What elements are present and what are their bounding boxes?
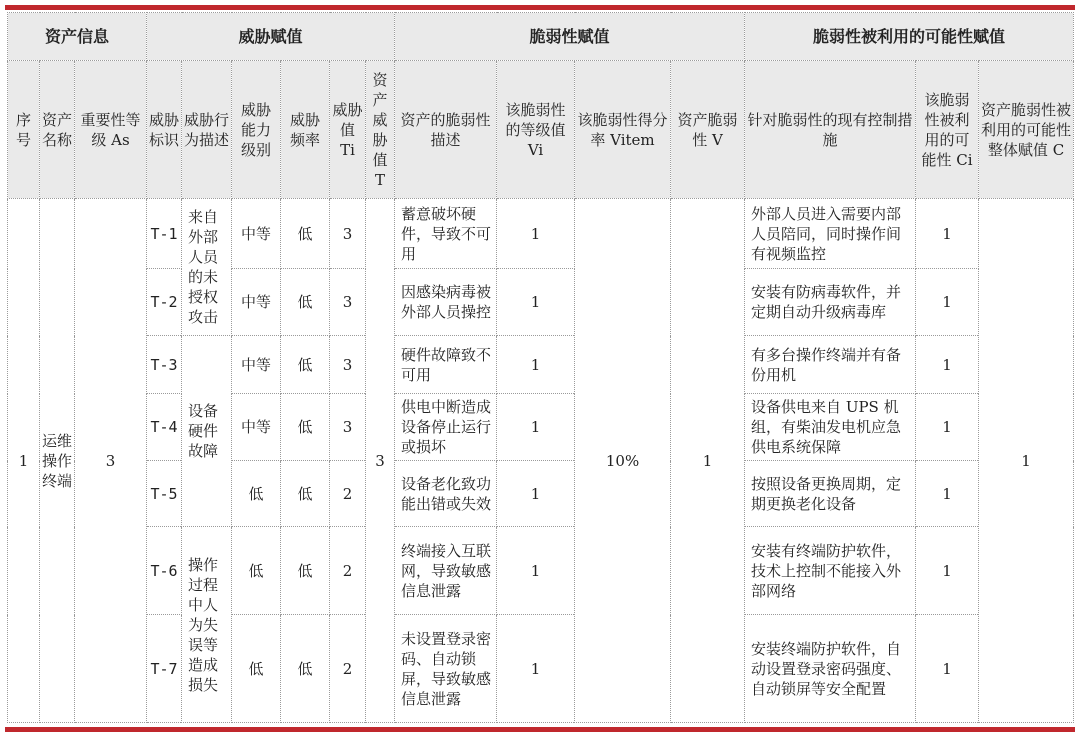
cell-threat-freq: 低 <box>281 394 330 461</box>
cell-threat-value: 3 <box>330 336 366 394</box>
cell-control: 有多台操作终端并有备份用机 <box>745 336 916 394</box>
cell-asset-name: 运维操作终端 <box>40 199 75 723</box>
cell-threat-desc: 设备硬件故障 <box>182 336 232 527</box>
header-asset-vuln: 资产脆弱性 V <box>671 61 745 199</box>
cell-threat-desc: 操作过程中人为失误等造成损失 <box>182 527 232 723</box>
cell-threat-ability: 中等 <box>232 269 281 336</box>
header-asset-name: 资产名称 <box>40 61 75 199</box>
cell-vuln-desc: 供电中断造成设备停止运行或损坏 <box>395 394 497 461</box>
cell-threat-freq: 低 <box>281 527 330 615</box>
cell-threat-id: T-6 <box>147 527 182 615</box>
bottom-red-rule <box>5 727 1075 732</box>
group-asset-info: 资产信息 <box>8 13 147 61</box>
cell-threat-ability: 低 <box>232 527 281 615</box>
header-vuln-desc: 资产的脆弱性描述 <box>395 61 497 199</box>
cell-vuln-level: 1 <box>497 269 575 336</box>
cell-threat-id: T-4 <box>147 394 182 461</box>
header-controls: 针对脆弱性的现有控制措施 <box>745 61 916 199</box>
cell-threat-id: T-2 <box>147 269 182 336</box>
top-red-rule <box>5 5 1075 10</box>
header-seq: 序号 <box>8 61 40 199</box>
cell-vuln-desc: 未设置登录密码、自动锁屏，导致敏感信息泄露 <box>395 615 497 723</box>
cell-vuln-desc: 蓄意破坏硬件，导致不可用 <box>395 199 497 269</box>
cell-vuln-level: 1 <box>497 461 575 527</box>
cell-asset-threat-value: 3 <box>366 199 395 723</box>
risk-assessment-table <box>7 12 1074 723</box>
header-threat-id: 威胁标识 <box>147 61 182 199</box>
cell-vuln-desc: 终端接入互联网，导致敏感信息泄露 <box>395 527 497 615</box>
cell-vuln-level: 1 <box>497 394 575 461</box>
header-ci: 该脆弱性被利用的可能性 Ci <box>916 61 979 199</box>
cell-vuln-score: 10% <box>575 199 671 723</box>
cell-vuln-level: 1 <box>497 199 575 269</box>
cell-threat-freq: 低 <box>281 615 330 723</box>
cell-ci: 1 <box>916 461 979 527</box>
cell-control: 按照设备更换周期，定期更换老化设备 <box>745 461 916 527</box>
header-threat-freq: 威胁频率 <box>281 61 330 199</box>
cell-ci: 1 <box>916 527 979 615</box>
cell-threat-ability: 中等 <box>232 199 281 269</box>
cell-vuln-desc: 设备老化致功能出错或失效 <box>395 461 497 527</box>
header-asset-threat-value: 资产威胁值 T <box>366 61 395 199</box>
group-vulnerability: 脆弱性赋值 <box>395 13 745 61</box>
header-vuln-score: 该脆弱性得分率 Vitem <box>575 61 671 199</box>
header-threat-desc: 威胁行为描述 <box>182 61 232 199</box>
cell-threat-freq: 低 <box>281 199 330 269</box>
cell-threat-value: 3 <box>330 199 366 269</box>
cell-threat-id: T-1 <box>147 199 182 269</box>
cell-threat-ability: 中等 <box>232 394 281 461</box>
cell-threat-id: T-3 <box>147 336 182 394</box>
cell-vuln-level: 1 <box>497 527 575 615</box>
group-likelihood: 脆弱性被利用的可能性赋值 <box>745 13 1074 61</box>
cell-threat-value: 2 <box>330 615 366 723</box>
cell-threat-value: 2 <box>330 461 366 527</box>
cell-ci: 1 <box>916 199 979 269</box>
cell-ci: 1 <box>916 269 979 336</box>
cell-seq: 1 <box>8 199 40 723</box>
cell-threat-id: T-7 <box>147 615 182 723</box>
cell-ci: 1 <box>916 394 979 461</box>
cell-ci: 1 <box>916 336 979 394</box>
header-threat-value: 威胁值 Ti <box>330 61 366 199</box>
group-threat: 威胁赋值 <box>147 13 395 61</box>
cell-threat-value: 3 <box>330 394 366 461</box>
cell-control: 安装有终端防护软件，技术上控制不能接入外部网络 <box>745 527 916 615</box>
cell-vuln-desc: 因感染病毒被外部人员操控 <box>395 269 497 336</box>
cell-asset-vuln: 1 <box>671 199 745 723</box>
header-vuln-level: 该脆弱性的等级值 Vi <box>497 61 575 199</box>
cell-vuln-level: 1 <box>497 336 575 394</box>
cell-threat-freq: 低 <box>281 461 330 527</box>
header-importance: 重要性等级 As <box>75 61 147 199</box>
cell-threat-ability: 低 <box>232 615 281 723</box>
cell-threat-ability: 中等 <box>232 336 281 394</box>
cell-importance: 3 <box>75 199 147 723</box>
header-c-total: 资产脆弱性被利用的可能性整体赋值 C <box>979 61 1074 199</box>
cell-vuln-desc: 硬件故障致不可用 <box>395 336 497 394</box>
cell-threat-freq: 低 <box>281 336 330 394</box>
cell-control: 外部人员进入需要内部人员陪同，同时操作间有视频监控 <box>745 199 916 269</box>
cell-control: 安装有防病毒软件，并定期自动升级病毒库 <box>745 269 916 336</box>
cell-threat-id: T-5 <box>147 461 182 527</box>
cell-threat-desc: 来自外部人员的未授权攻击 <box>182 199 232 336</box>
header-threat-ability: 威胁能力级别 <box>232 61 281 199</box>
cell-control: 设备供电来自 UPS 机组，有柴油发电机应急供电系统保障 <box>745 394 916 461</box>
cell-c-total: 1 <box>979 199 1074 723</box>
cell-vuln-level: 1 <box>497 615 575 723</box>
cell-control: 安装终端防护软件，自动设置登录密码强度、自动锁屏等安全配置 <box>745 615 916 723</box>
cell-threat-value: 2 <box>330 527 366 615</box>
cell-ci: 1 <box>916 615 979 723</box>
cell-threat-freq: 低 <box>281 269 330 336</box>
cell-threat-ability: 低 <box>232 461 281 527</box>
cell-threat-value: 3 <box>330 269 366 336</box>
